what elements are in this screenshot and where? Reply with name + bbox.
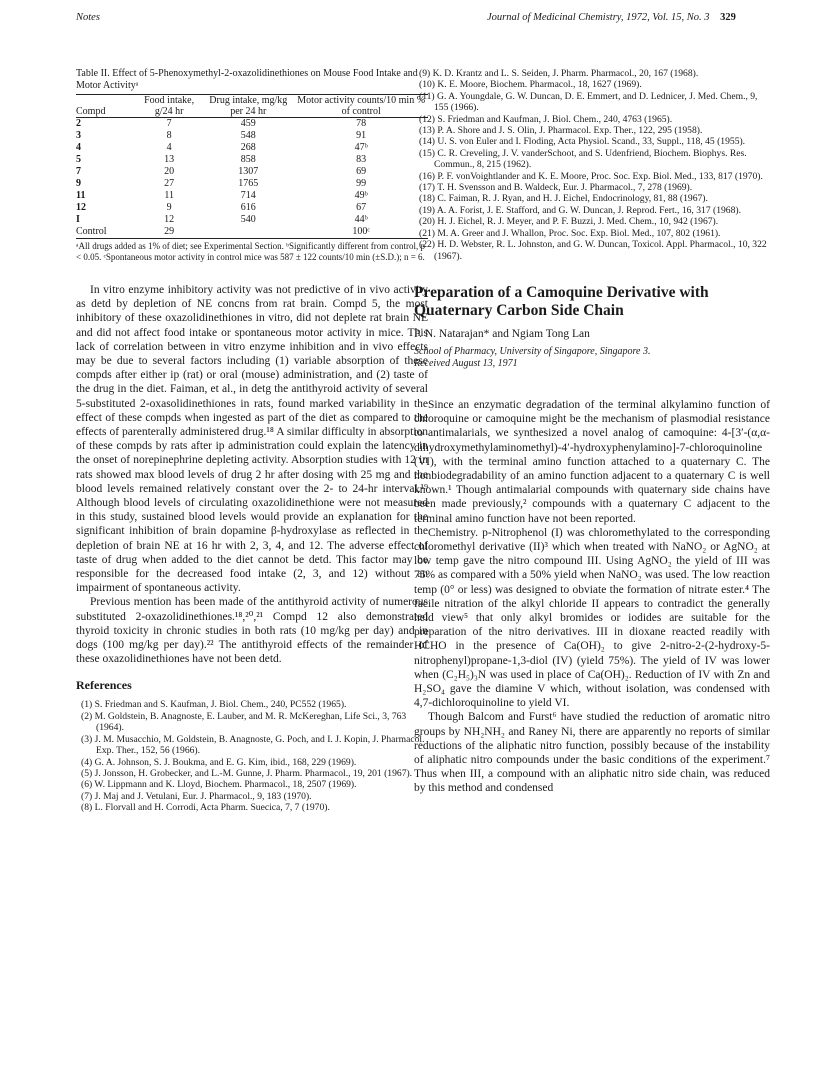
reference-item: (1) S. Friedman and S. Kaufman, J. Biol. Chem., 240, PC552 (1965). [81, 699, 347, 711]
table-cell: 1765 [238, 178, 259, 189]
left-column [76, 68, 428, 814]
table-cell: 9 [166, 202, 172, 213]
reference-item: (2) M. Goldstein, B. Anagnoste, E. Lauber, and M. R. McKereghan, Life Sci., 3, 763 (1964). [81, 710, 407, 734]
table-cell: 714 [240, 190, 256, 201]
table-cell: 459 [240, 118, 256, 129]
table-cell: 44ᵇ [354, 214, 368, 225]
table-cell: Control [76, 226, 136, 239]
table-row [76, 118, 428, 131]
table-cell: I [76, 214, 80, 225]
table-header-drug: Drug intake, mg/kg per 24 hr [202, 95, 294, 118]
body-paragraph: In vitro enzyme inhibitory activity was not predictive of in vivo activity as detd by depletion of NE concns from rat brain. Compd 5, the most inhibitory of these oxazolidinethiones in vitro, did not deplete rat brain NE and did not affect food intake or spontaneous motor activity in mice. This lack of correlation between in vitro enzyme inhibition and in vivo effects may be due to several factors including (1) variable absorption of these compds after either ip (rat) or oral (mouse) administration, and (2) taste of the drug in the diet. Faiman, et al., in detg the antithyroid activity of several 5-substituted 2-oxasolidinethiones in rats, found marked variability in the effect of these compds when ingested as part of the diet as compared to the effects of parenterally administered drug.¹⁸ A similar difficulty in absorption of these compds by rats after ip administration could explain the latency in the onset of norepinephrine depleting activity. Absorption studies with 12 in rats showed max blood levels of drug 2 hr after dosing with 25 mg and the blood levels remained relatively constant over the 2- to 24-hr interval.¹⁹ Although blood levels of circulating oxazolidinethione were not measured in this study, sustained blood levels would provide an explanation for the significant inhibition of brain dopamine β-hydroxylase as reflected in the depletion of brain NE at 16 hr with 2, 3, 4, and 12. The adverse effect of taste of drug when added to the diet cannot be detd. This factor may be responsible for the decreased food intake (2, 3, and 12) without an impairment of spontaneous activity. [76, 284, 428, 595]
table-row [76, 190, 428, 202]
table-cell: 99 [356, 178, 367, 189]
running-header-right [487, 12, 736, 23]
body-paragraph: Previous mention has been made of the antithyroid activity of numerous substituted 2-oxazolidinethiones.¹⁸,²⁰,²¹ Compd 12 also demonstrated thyroid toxicity in chronic studies in both rats (10 mg/kg per day) and in dogs (100 mg/kg per day).²² The antithyroid effects of the remainder of these oxazolidinethiones have not been detd. [76, 596, 428, 666]
table-cell: 29 [136, 226, 202, 239]
table-header-food: Food intake, g/24 hr [136, 95, 202, 118]
reference-item: (11) G. A. Youngdale, G. W. Duncan, D. E. Emmert, and D. Lednicer, J. Med. Chem., 9, 155 (1966). [419, 90, 758, 114]
article-title: Preparation of a Camoquine Derivative with Quaternary Carbon Side Chain [414, 283, 709, 319]
reference-item: (14) U. S. von Euler and I. Floding, Acta Physiol. Scand., 33, Suppl., 118, 45 (1955). [419, 136, 746, 148]
table-cell: 548 [240, 130, 256, 141]
journal-citation: Journal of Medicinal Chemistry, 1972, Vol. 15, No. 3 [487, 12, 710, 23]
reference-item: (4) G. A. Johnson, S. J. Boukma, and E. G. Kim, ibid., 168, 229 (1969). [81, 756, 357, 768]
reference-item: (9) K. D. Krantz and L. S. Seiden, J. Pharm. Pharmacol., 20, 167 (1968). [419, 68, 699, 79]
table-cell: 8 [166, 130, 172, 141]
table-header-compd: Compd [76, 95, 136, 118]
table-cell: 2 [76, 118, 81, 129]
reference-item: (21) M. A. Greer and J. Whallon, Proc. Soc. Exp. Biol. Med., 107, 802 (1961). [419, 227, 721, 239]
right-column [414, 68, 770, 796]
table-cell: 12 [76, 202, 86, 213]
table-body [76, 118, 428, 239]
table-cell: 20 [164, 166, 175, 177]
table-cell: 3 [76, 130, 81, 141]
affiliation-text: School of Pharmacy, University of Singapore, Singapore 3. [414, 345, 651, 357]
reference-item: (19) A. A. Forist, J. E. Stafford, and G. W. Duncan, J. Reprod. Fert., 16, 317 (1968). [419, 204, 741, 216]
reference-list-left [76, 699, 428, 813]
table-cell: 47ᵇ [354, 142, 368, 153]
table-cell: 49ᵇ [354, 190, 368, 201]
reference-item: (13) P. A. Shore and J. S. Olin, J. Pharmacol. Exp. Ther., 122, 295 (1958). [419, 125, 703, 137]
article-paragraph: Since an enzymatic degradation of the terminal alkylamino function of chloroquine or camoquine might be the mechanism of plasmodial resistance to antimalarials, we synthesized a novel analog of camoquine: 4-[3′-(α,α-dihydroxymethylaminomethyl)-4′-hydroxyphenylamino]-7-chloroquinoline (VI), with the terminal amino function attached to a quaternary C. The nonbiodegradability of an amino function adjacent to a quaternary C is well known.¹ Though antimalarial compounds with quaternary side chains have been made previously,² compounds with a quaternary C adjacent to the terminal amino function have not been reported. [414, 398, 770, 525]
table-cell: 91 [356, 130, 367, 141]
reference-item: (16) P. F. vonVoightlander and K. E. Moore, Proc. Soc. Exp. Biol. Med., 133, 817 (1970). [419, 170, 763, 182]
running-header-left: Notes [76, 12, 100, 23]
table-footnote: ᵃAll drugs added as 1% of diet; see Experimental Section. ᵇSignificantly different from control, p < 0.05. ᶜSpontaneous motor activity in control mice was 587 ± 122 counts/10 min (±S.D.); n = 6. [76, 241, 425, 262]
references-heading: References [76, 678, 132, 693]
reference-item: (18) C. Faiman, R. J. Ryan, and H. J. Eichel, Endocrinology, 81, 88 (1967). [419, 193, 708, 205]
reference-item: (6) W. Lippmann and K. Lloyd, Biochem. Pharmacol., 18, 2507 (1969). [81, 779, 357, 791]
reference-item: (20) H. J. Eichel, R. J. Meyer, and P. F. Buzzi, J. Med. Chem., 10, 942 (1967). [419, 216, 719, 228]
table-cell: 858 [240, 154, 256, 165]
reference-item: (7) J. Maj and J. Vetulani, Eur. J. Pharmacol., 9, 183 (1970). [81, 790, 312, 802]
reference-item: (8) L. Florvall and H. Corrodi, Acta Pharm. Suecica, 7, 7 (1970). [81, 802, 330, 814]
received-date: Received August 13, 1971 [414, 357, 518, 369]
table-cell: 83 [356, 154, 367, 165]
table-row [76, 166, 428, 178]
table-cell: 616 [240, 202, 256, 213]
reference-item: (17) T. H. Svensson and B. Waldeck, Eur. J. Pharmacol., 7, 278 (1969). [419, 182, 693, 194]
article-paragraph: Though Balcom and Furst⁶ have studied the reduction of aromatic nitro groups by NH₂NH₂ and Raney Ni, there are apparently no reports of similar reductions of the aliphatic nitro function, possibly because of the instability of aliphatic nitro compounds under the basic conditions of the experiment.⁷ Thus when III, a compound with an aliphatic nitro side chain, was reduced by this method and condensed [414, 711, 770, 795]
article-affiliation [414, 346, 770, 370]
table-cell: 7 [166, 118, 172, 129]
table-cell: 9 [76, 178, 81, 189]
table-cell [202, 226, 294, 239]
reference-item: (5) J. Jonsson, H. Grobecker, and L.-M. Gunne, J. Pharm. Pharmacol., 19, 201 (1967). [81, 767, 413, 779]
article-authors: P. N. Natarajan* and Ngiam Tong Lan [414, 327, 590, 340]
data-table [76, 94, 428, 239]
table-cell: 67 [356, 202, 367, 213]
reference-item: (12) S. Friedman and Kaufman, J. Biol. Chem., 240, 4763 (1965). [419, 113, 673, 125]
table-cell: 268 [240, 142, 256, 153]
table-cell: 100ᶜ [294, 226, 428, 239]
table-cell: 69 [356, 166, 367, 177]
table-row [76, 226, 428, 239]
table-row [76, 142, 428, 154]
table-row [76, 178, 428, 190]
table-cell: 540 [240, 214, 256, 225]
table-cell: 4 [76, 142, 81, 153]
table-cell: 13 [164, 154, 175, 165]
table-cell: 11 [164, 190, 174, 201]
page-number: 329 [720, 12, 736, 23]
table-cell: 78 [356, 118, 367, 129]
table-cell: 27 [164, 178, 175, 189]
table-caption: Table II. Effect of 5-Phenoxymethyl-2-oxazolidinethiones on Mouse Food Intake and Motor Activityᵃ [76, 68, 418, 91]
table-row [76, 130, 428, 142]
table-cell: 1307 [238, 166, 259, 177]
reference-item: (3) J. M. Musacchio, M. Goldstein, B. Anagnoste, G. Poch, and I. J. Kopin, J. Pharmacol. Exp. Ther., 152, 56 (1966). [81, 733, 425, 757]
table-cell: 12 [164, 214, 175, 225]
table-row [76, 214, 428, 226]
reference-list-right [414, 68, 770, 262]
table-row [76, 154, 428, 166]
table-cell: 4 [166, 142, 172, 153]
reference-item: (15) C. R. Creveling, J. V. vanderSchoot, and S. Udenfriend, Biochem. Biophys. Res. Commun., 8, 215 (1962). [419, 147, 747, 171]
reference-item: (10) K. E. Moore, Biochem. Pharmacol., 18, 1627 (1969). [419, 79, 642, 91]
table-row [76, 202, 428, 214]
table-header-motor: Motor activity counts/10 min % of control [294, 95, 428, 118]
table-cell: 5 [76, 154, 81, 165]
article-paragraph: Chemistry. p-Nitrophenol (I) was chloromethylated to the corresponding chloromethyl derivative (II)³ which when treated with NaNO₂ or AgNO₂ at low temp gave the nitro compound III. Using AgNO₂ the yield of III was 75% as compared with a 50% yield when NaNO₂ was used. The low reaction temp (0° or less) was designed to obviate the formation of nitrate ester.⁴ The facile nitration of the alkyl chloride II appears to contradict the generally held view⁵ that only alkyl bromides or iodides are suitable for the preparation of the nitro derivatives. III in dioxane reacted readily with HCHO in the presence of Ca(OH)₂ to give 2-nitro-2-(2-hydroxy-5-nitrophenyl)propane-1,3-diol (IV) (yield 75%). The yield of IV was lower when (C₂H₅)₃N was used in place of Ca(OH)₂. Reduction of IV with Zn and H₂SO₄ gave the diamine V which, without isolation, was condensed with 4,7-dichloroquinoline to yield VI. [414, 526, 770, 710]
reference-item: (22) H. D. Webster, R. L. Johnston, and G. W. Duncan, Toxicol. Appl. Pharmacol., 10, 322 (1967). [419, 239, 767, 262]
table-cell: 11 [76, 190, 86, 201]
table-cell: 7 [76, 166, 81, 177]
